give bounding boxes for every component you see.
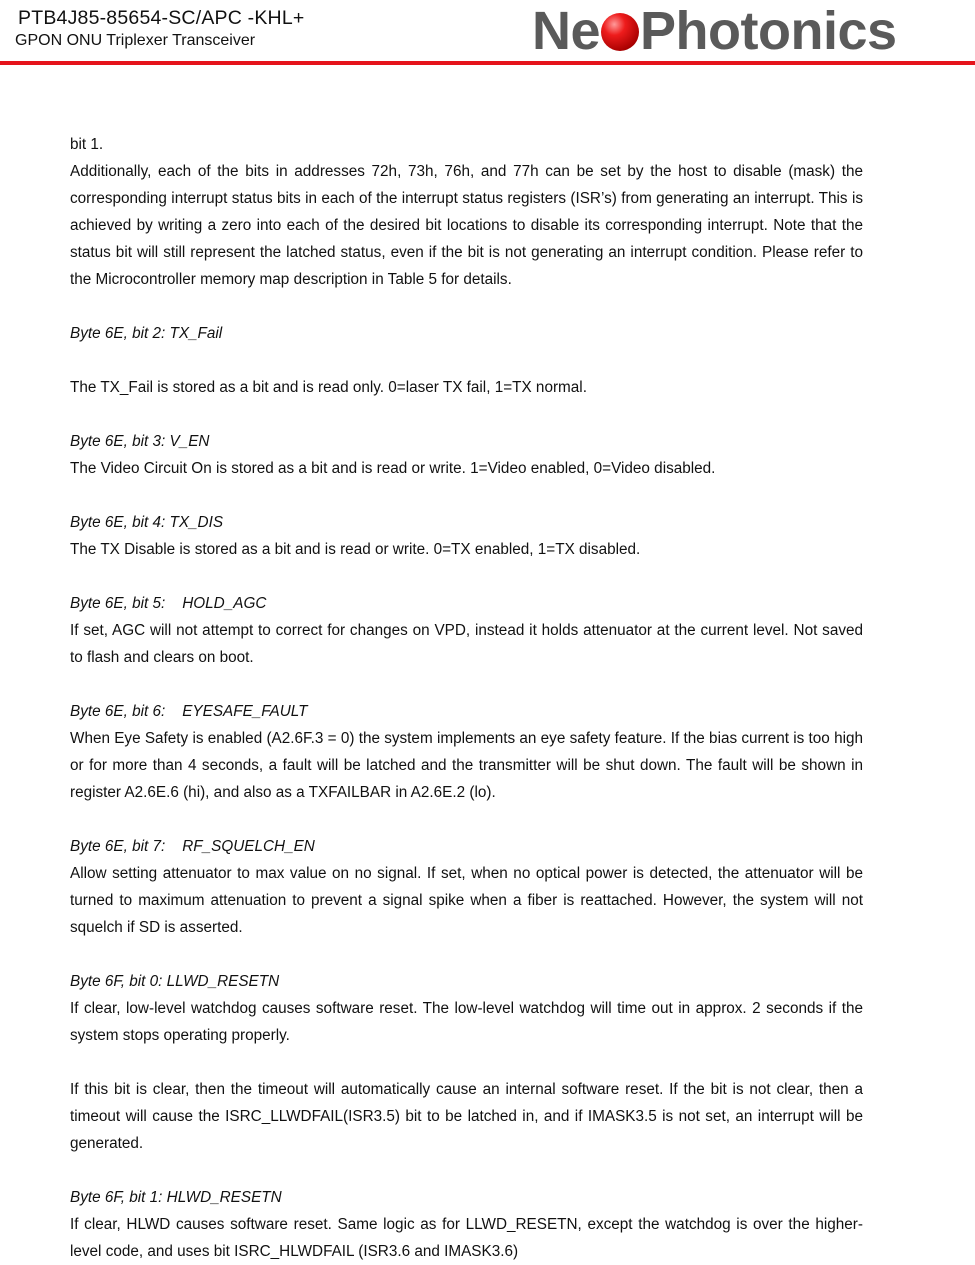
- section-text: The TX Disable is stored as a bit and is read or write. 0=TX enabled, 1=TX disabled.: [70, 541, 641, 558]
- section-heading: Byte 6F, bit 1: HLWD_RESETN: [70, 1189, 282, 1206]
- header-divider: [0, 61, 975, 65]
- section-heading: Byte 6E, bit 3: V_EN: [70, 433, 210, 450]
- neophotonics-logo: [532, 1, 932, 61]
- section-text: If set, AGC will not attempt to correct for changes on VPD, instead it holds attenuator at the current level. Not saved to flash and clears on boot.: [70, 622, 863, 666]
- part-number: PTB4J85-85654-SC/APC -KHL+: [18, 7, 305, 29]
- section-text: Allow setting attenuator to max value on no signal. If set, when no optical power is detected, the attenuator will be turned to maximum attenuation to prevent a signal spike when a fiber is reattached. However, the system will not squelch if SD is asserted.: [70, 865, 863, 936]
- page-header: [0, 0, 975, 68]
- section-text: If clear, low-level watchdog causes software reset. The low-level watchdog will time out in approx. 2 seconds if the system stops operating properly.: [70, 1000, 863, 1044]
- section-text: If clear, HLWD causes software reset. Same logic as for LLWD_RESETN, except the watchdog is over the higher-level code, and uses bit ISRC_HLWDFAIL (ISR3.6 and IMASK3.6): [70, 1216, 863, 1260]
- section-heading: Byte 6E, bit 7: RF_SQUELCH_EN: [70, 838, 315, 855]
- section-text: When Eye Safety is enabled (A2.6F.3 = 0) the system implements an eye safety feature. If the bias current is too high or for more than 4 seconds, a fault will be latched and the transmitter will be shut down. The fault will be shown in register A2.6E.6 (hi), and also as a TXFAILBAR in A2.6E.2 (lo).: [70, 730, 863, 801]
- logo-text-right: Photonics: [640, 1, 897, 61]
- logo-red-ball-icon: [601, 13, 639, 51]
- section-text: The TX_Fail is stored as a bit and is read only. 0=laser TX fail, 1=TX normal.: [70, 379, 587, 396]
- intro-line: bit 1.: [70, 136, 104, 153]
- page-body: [70, 131, 863, 1265]
- section-text: The Video Circuit On is stored as a bit and is read or write. 1=Video enabled, 0=Video disabled.: [70, 460, 716, 477]
- intro-paragraph: Additionally, each of the bits in addresses 72h, 73h, 76h, and 77h can be set by the host to disable (mask) the corresponding interrupt status bits in each of the interrupt status registers (ISR’s) from generating an interrupt. This is achieved by writing a zero into each of the desired bit locations to disable its corresponding interrupt. Note that the status bit will still represent the latched status, even if the bit is not generating an interrupt condition. Please refer to the Microcontroller memory map description in Table 5 for details.: [70, 163, 863, 288]
- logo-text-left: Ne: [532, 1, 601, 61]
- section-heading: Byte 6E, bit 5: HOLD_AGC: [70, 595, 267, 612]
- section-text-continued: If this bit is clear, then the timeout will automatically cause an internal software reset. If the bit is not clear, then a timeout will cause the ISRC_LLWDFAIL(ISR3.5) bit to be latched in, and if IMASK3.5 is not set, an interrupt will be generated.: [70, 1081, 863, 1152]
- section-heading: Byte 6F, bit 0: LLWD_RESETN: [70, 973, 280, 990]
- document-subtitle: GPON ONU Triplexer Transceiver: [15, 32, 256, 49]
- logo-wordmark: [532, 2, 897, 60]
- section-heading: Byte 6E, bit 6: EYESAFE_FAULT: [70, 703, 308, 720]
- section-heading: Byte 6E, bit 4: TX_DIS: [70, 514, 224, 531]
- section-heading: Byte 6E, bit 2: TX_Fail: [70, 325, 223, 342]
